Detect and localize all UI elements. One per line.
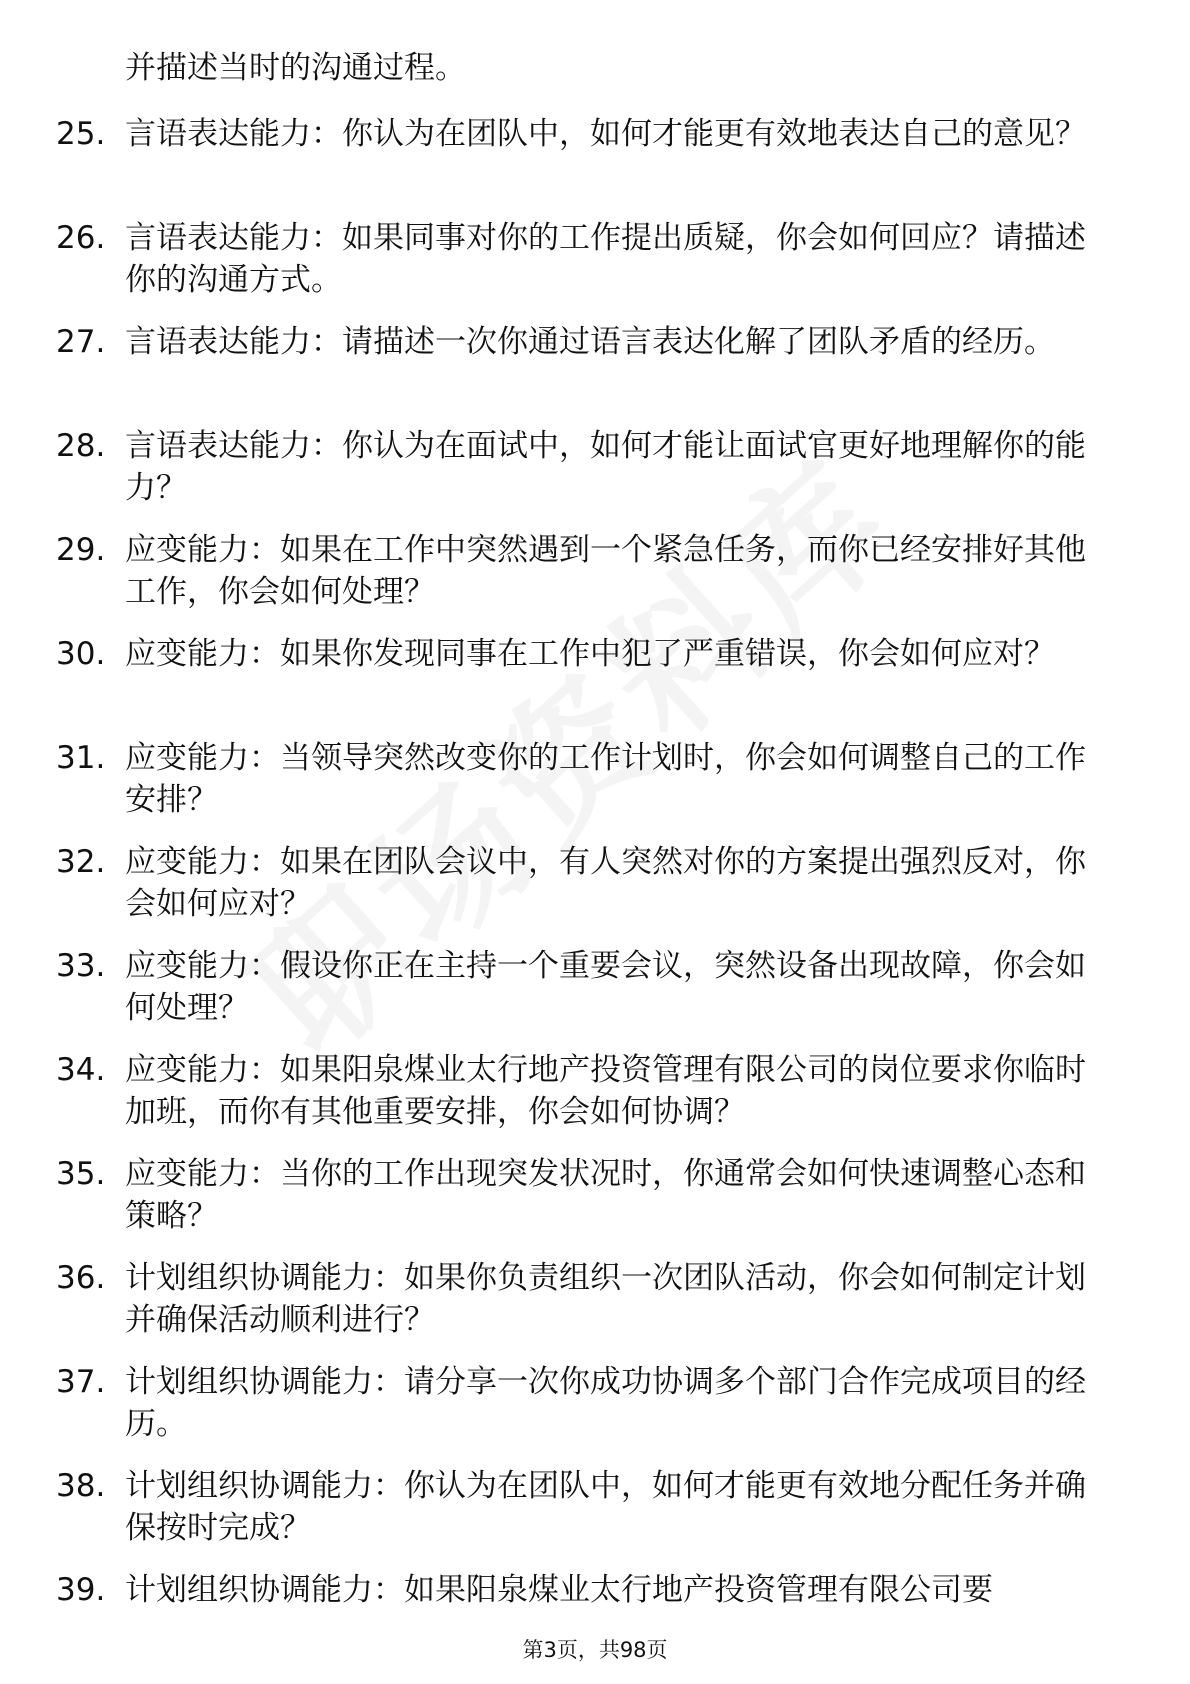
list-item [0,1465,1190,1569]
item-text: 应变能力：假设你正在主持一个重要会议，突然设备出现故障，你会如何处理？ [125,948,1086,1026]
item-text: 言语表达能力：请描述一次你通过语言表达化解了团队矛盾的经历。 [125,324,1055,360]
list-item [0,737,1190,841]
item-number: 31. [56,740,106,776]
list-item [0,1153,1190,1257]
item-number: 25. [56,116,106,152]
item-number: 26. [56,220,106,256]
page-footer: 第3页，共98页 [522,1638,668,1662]
item-text: 计划组织协调能力：如果你负责组织一次团队活动，你会如何制定计划并确保活动顺利进行？ [125,1260,1086,1338]
item-number: 30. [56,636,106,672]
item-text: 应变能力：如果在团队会议中，有人突然对你的方案提出强烈反对，你会如何应对？ [125,844,1086,922]
list-item [0,841,1190,945]
item-number: 32. [56,844,106,880]
list-item [0,217,1190,321]
item-number: 35. [56,1156,106,1192]
question-list [0,47,1190,1673]
item-text: 计划组织协调能力：请分享一次你成功协调多个部门合作完成项目的经历。 [125,1364,1086,1442]
item-text: 应变能力：如果阳泉煤业太行地产投资管理有限公司的岗位要求你临时加班，而你有其他重要安排，你会如何协调？ [125,1052,1086,1130]
list-item [0,633,1190,737]
continuation-text: 并描述当时的沟通过程。 [125,50,466,86]
item-number: 28. [56,428,106,464]
item-text: 计划组织协调能力：如果阳泉煤业太行地产投资管理有限公司要 [125,1572,993,1608]
item-text: 应变能力：当领导突然改变你的工作计划时，你会如何调整自己的工作安排？ [125,740,1086,818]
item-text: 计划组织协调能力：你认为在团队中，如何才能更有效地分配任务并确保按时完成？ [125,1468,1086,1546]
item-number: 29. [56,532,106,568]
item-number: 27. [56,324,106,360]
list-item [0,1361,1190,1465]
item-number: 37. [56,1364,106,1400]
list-item [0,1257,1190,1361]
item-text: 应变能力：当你的工作出现突发状况时，你通常会如何快速调整心态和策略？ [125,1156,1086,1234]
list-item [0,529,1190,633]
item-text: 应变能力：如果在工作中突然遇到一个紧急任务，而你已经安排好其他工作，你会如何处理？ [125,532,1086,610]
list-item [0,945,1190,1049]
item-text: 言语表达能力：如果同事对你的工作提出质疑，你会如何回应？请描述你的沟通方式。 [125,220,1086,298]
item-number: 39. [56,1572,106,1608]
list-item-continuation [0,47,1190,113]
item-number: 38. [56,1468,106,1504]
item-text: 应变能力：如果你发现同事在工作中犯了严重错误，你会如何应对？ [125,636,1055,672]
list-item [0,113,1190,217]
list-item [0,321,1190,425]
item-text: 言语表达能力：你认为在团队中，如何才能更有效地表达自己的意见？ [125,116,1086,152]
list-item [0,1049,1190,1153]
item-number: 34. [56,1052,106,1088]
item-text: 言语表达能力：你认为在面试中，如何才能让面试官更好地理解你的能力？ [125,428,1086,506]
item-number: 33. [56,948,106,984]
item-number: 36. [56,1260,106,1296]
list-item [0,425,1190,529]
